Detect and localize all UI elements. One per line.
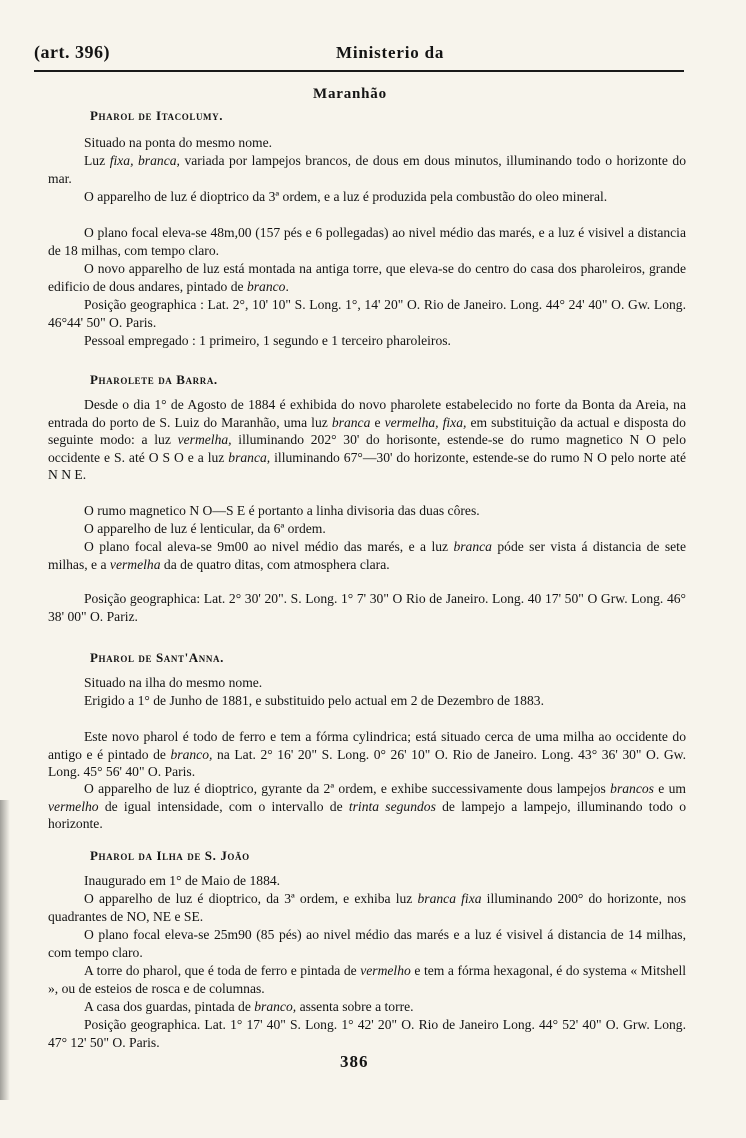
paragraph: Inaugurado em 1° de Maio de 1884. xyxy=(84,873,281,888)
paragraph: Este novo pharol é todo de ferro e tem a fórma cylindrica; está situado cerca de uma milha ao occidente do antigo e é pintado de branco, na Lat. 2° 16' 20" S. Long. 0° 26' 10" O. Rio de Janeiro. Long. 43° 36' 30" O. Gw. Long. 45° 56' 40" O. Paris. xyxy=(48,729,686,780)
paragraph: Erigido a 1° de Junho de 1881, e substituido pelo actual em 2 de Dezembro de 1883. xyxy=(84,693,544,708)
paragraph: Posição geographica. Lat. 1° 17' 40" S. Long. 1° 42' 20" O. Rio de Janeiro Long. 44° 52' 40" O. Grw. Long. 47° 12' 50" O. Paris. xyxy=(48,1017,686,1050)
paragraph: O plano focal eleva-se 25m90 (85 pés) ao nivel médio das marés e a luz é visivel á distancia de 14 milhas, com tempo claro. xyxy=(48,927,686,960)
section-title-santanna: Pharol de Sant'Anna. xyxy=(90,650,224,665)
paragraph: O apparelho de luz é dioptrico, gyrante da 2ª ordem, e exhibe successivamente dous lampejos brancos e um vermelho de igual intensidade, com o intervallo de trinta segundos de lampejo a lampejo, illuminando todo o horizonte. xyxy=(48,781,687,832)
page-number: 386 xyxy=(340,1052,369,1071)
paragraph: Luz fixa, branca, variada por lampejos brancos, de dous em dous minutos, illuminando todo o horizonte do mar. xyxy=(48,153,687,186)
paragraph: Posição geographica: Lat. 2° 30' 20". S. Long. 1° 7' 30" O Rio de Janeiro. Long. 40 17' 50" O Grw. Long. 46° 38' 00" O. Pariz. xyxy=(48,591,686,624)
page-header xyxy=(34,40,684,72)
paragraph: Pessoal empregado : 1 primeiro, 1 segundo e 1 terceiro pharoleiros. xyxy=(84,333,451,348)
paragraph: Desde o dia 1° de Agosto de 1884 é exhibida do novo pharolete estabelecido no forte da Bonta da Areia, na entrada do porto de S. Luiz do Maranhão, uma luz branca e vermelha, fixa, em substituição da actual e disposta do seguinte modo: a luz vermelha, illuminando 202° 30' do horisonte, estende-se do rumo magnetico N O pelo occidente e S. até O S O e a luz branca, illuminando 67°—30' do horizonte, estende-se do rumo N O pelo norte até N N E. xyxy=(48,397,686,483)
paragraph: O apparelho de luz é dioptrico, da 3ª ordem, e exhiba luz branca fixa illuminando 200° do horizonte, nos quadrantes de NO, NE e SE. xyxy=(48,891,686,924)
paragraph: O apparelho de luz é lenticular, da 6ª ordem. xyxy=(84,521,326,536)
paragraph: Posição geographica : Lat. 2°, 10' 10" S. Long. 1°, 14' 20" O. Rio de Janeiro. Long. 44° 24' 40" O. Gw. Long. 46°44' 50" O. Paris. xyxy=(48,297,686,330)
scan-edge-shadow xyxy=(0,800,10,1100)
section-title-sao-joao: Pharol da Ilha de S. João xyxy=(90,848,250,863)
paragraph: Situado na ilha do mesmo nome. xyxy=(84,675,263,690)
article-reference: (art. 396) xyxy=(34,42,110,62)
paragraph: O plano focal eleva-se 48m,00 (157 pés e 6 pollegadas) ao nivel médio das marés, e a luz é visivel a distancia de 18 milhas, com tempo claro. xyxy=(48,225,686,258)
section-title-barra: Pharolete da Barra. xyxy=(90,372,218,387)
paragraph: O apparelho de luz é dioptrico da 3ª ordem, e a luz é produzida pela combustão do oleo mineral. xyxy=(84,189,608,204)
paragraph: O novo apparelho de luz está montada na antiga torre, que eleva-se do centro do casa dos pharoleiros, grande edificio de dous andares, pintado de branco. xyxy=(48,261,686,294)
section-title-itacolumy: Pharol de Itacolumy. xyxy=(90,108,224,123)
region-heading: Maranhão xyxy=(313,86,387,102)
paragraph: A torre do pharol, que é toda de ferro e pintada de vermelho e tem a fórma hexagonal, é do systema « Mitshell », ou de esteios de rosca e de columnas. xyxy=(48,963,686,996)
running-title: Ministerio da xyxy=(336,43,445,62)
paragraph: Situado na ponta do mesmo nome. xyxy=(84,135,273,150)
paragraph: O plano focal aleva-se 9m00 ao nivel médio das marés, e a luz branca póde ser vista á distancia de sete milhas, e a vermelha da de quatro ditas, com atmosphera clara. xyxy=(48,539,686,572)
paragraph: A casa dos guardas, pintada de branco, assenta sobre a torre. xyxy=(84,999,414,1014)
paragraph: O rumo magnetico N O—S E é portanto a linha divisoria das duas côres. xyxy=(84,503,480,518)
